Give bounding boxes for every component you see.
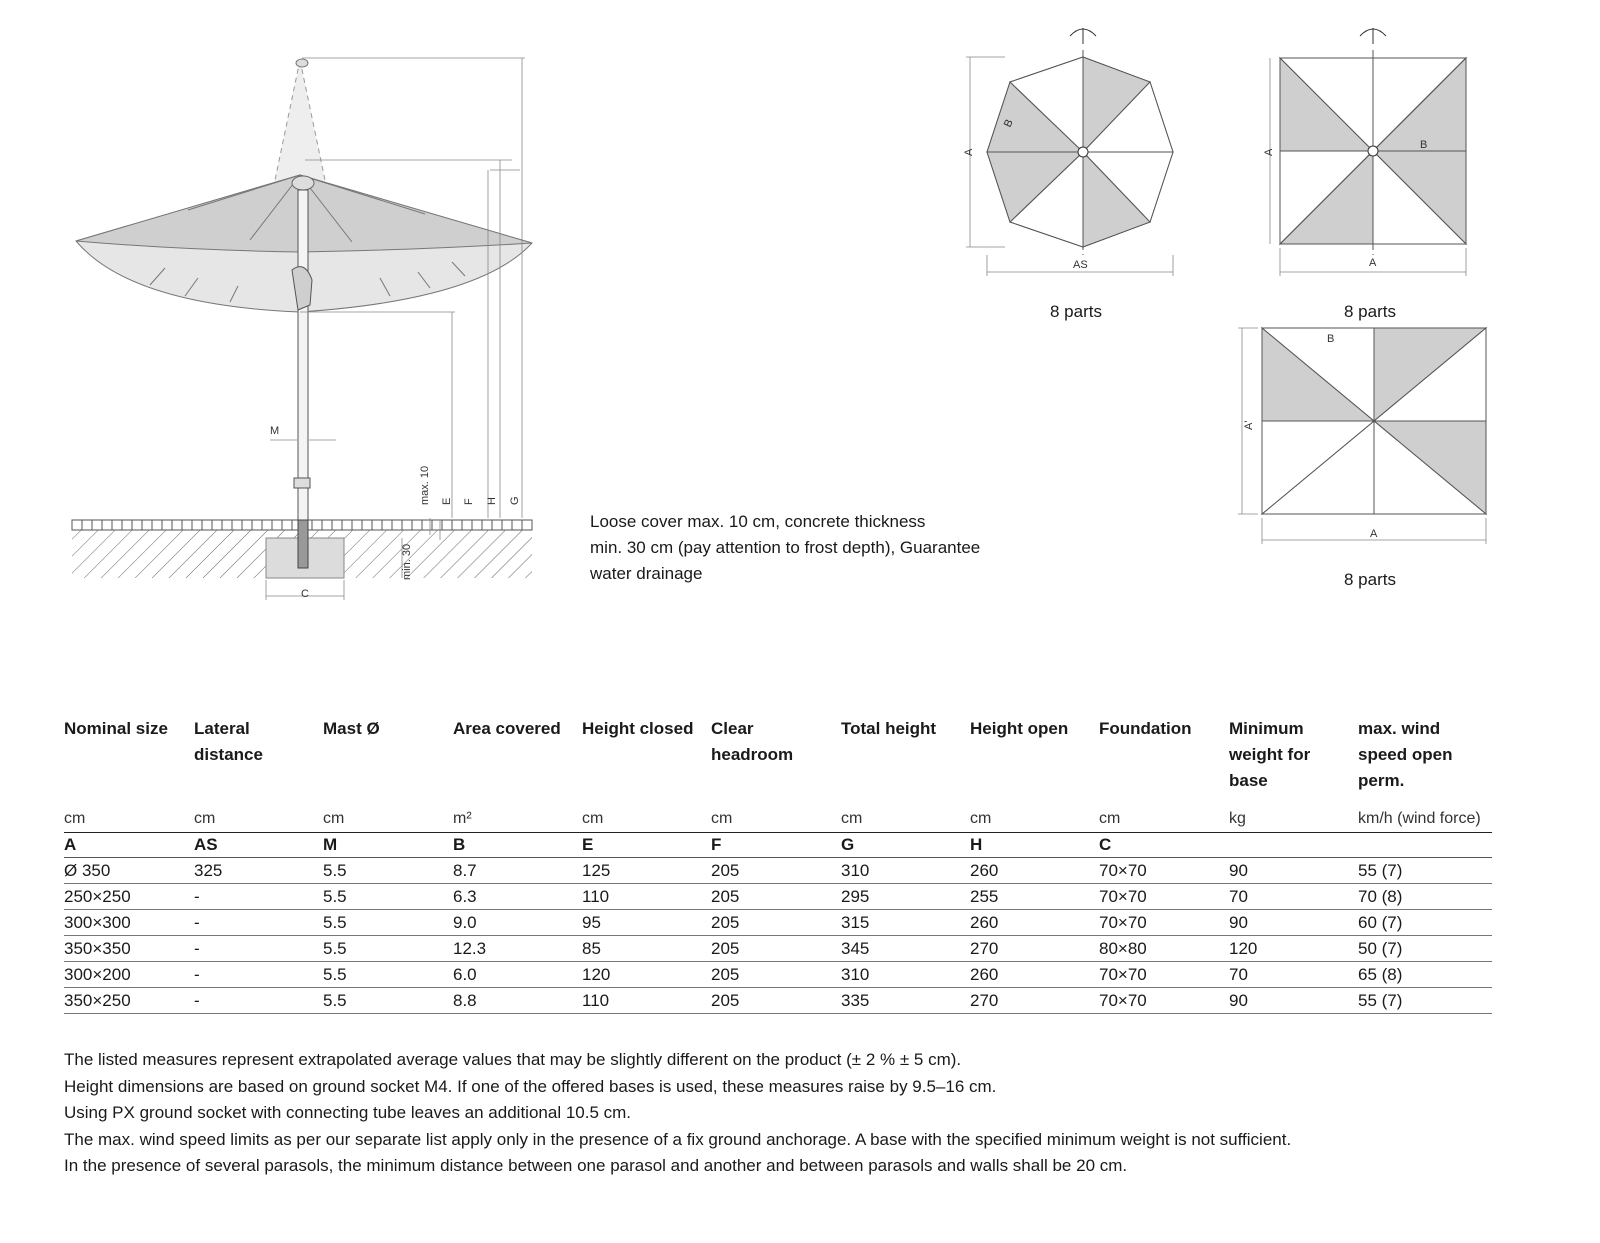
installation-note bbox=[590, 509, 1020, 587]
table-cell: 70×70 bbox=[1099, 861, 1147, 880]
table-cell: 55 (7) bbox=[1358, 861, 1403, 880]
table-cell: 315 bbox=[841, 913, 870, 932]
column-header: Foundation bbox=[1099, 719, 1192, 738]
symbol-cell: AS bbox=[194, 835, 218, 854]
footnote-line: Using PX ground socket with connecting tube leaves an additional 10.5 cm. bbox=[64, 1103, 632, 1122]
octagon-label-a: A bbox=[963, 148, 975, 156]
installation-note-line: water drainage bbox=[590, 564, 703, 583]
dim-label-e: E bbox=[441, 497, 453, 505]
symbol-cell: C bbox=[1099, 835, 1112, 854]
table-cell: 260 bbox=[970, 861, 999, 880]
column-header: Lateral distance bbox=[194, 719, 263, 764]
column-header: Minimum weight for base bbox=[1229, 719, 1311, 790]
column-header: Height open bbox=[970, 719, 1069, 738]
unit-cell: m² bbox=[453, 810, 472, 827]
table-cell: 95 bbox=[582, 913, 601, 932]
table-cell: 9.0 bbox=[453, 913, 477, 932]
table-cell: 12.3 bbox=[453, 939, 487, 958]
table-cell: 80×80 bbox=[1099, 939, 1147, 958]
table-cell: 120 bbox=[582, 965, 611, 984]
footnote-line: In the presence of several parasols, the minimum distance between one parasol and another and between parasols and walls shall be 20 cm. bbox=[64, 1156, 1128, 1175]
table-cell: 5.5 bbox=[323, 991, 347, 1010]
table-cell: 205 bbox=[711, 887, 740, 906]
table-cell: 205 bbox=[711, 913, 740, 932]
symbol-cell: B bbox=[453, 835, 466, 854]
table-cell: 270 bbox=[970, 991, 999, 1010]
table-cell: 70×70 bbox=[1099, 991, 1147, 1010]
table-row bbox=[64, 884, 1492, 910]
table-cell: 350×350 bbox=[64, 939, 131, 958]
table-cell: 70×70 bbox=[1099, 887, 1147, 906]
table-cell: 5.5 bbox=[323, 939, 347, 958]
table-cell: 70 bbox=[1229, 887, 1248, 906]
installation-note-line: Loose cover max. 10 cm, concrete thickness bbox=[590, 512, 926, 531]
table-cell: 8.7 bbox=[453, 861, 477, 880]
table-cell: 300×200 bbox=[64, 965, 131, 984]
table-cell: 50 (7) bbox=[1358, 939, 1403, 958]
column-header: Mast Ø bbox=[323, 719, 380, 738]
table-cell: 335 bbox=[841, 991, 870, 1010]
symbol-cell: G bbox=[841, 835, 855, 854]
table-cell: 205 bbox=[711, 965, 740, 984]
table-cell: 255 bbox=[970, 887, 999, 906]
table-cell: 60 (7) bbox=[1358, 913, 1403, 932]
table-symbols-row bbox=[64, 832, 1492, 858]
table-cell: 70 bbox=[1229, 965, 1248, 984]
table-cell: 270 bbox=[970, 939, 999, 958]
table-cell: 6.3 bbox=[453, 887, 477, 906]
table-cell: 205 bbox=[711, 861, 740, 880]
rectangle-parts-label: 8 parts bbox=[1344, 570, 1396, 589]
unit-cell: cm bbox=[194, 810, 216, 827]
dim-label-h: H bbox=[486, 497, 498, 505]
table-cell: 250×250 bbox=[64, 887, 131, 906]
unit-cell: cm bbox=[841, 810, 863, 827]
footnotes bbox=[64, 1047, 1291, 1180]
footnote-line: The max. wind speed limits as per our separate list apply only in the presence of a fix ground anchorage. A base with the specified minimum weight is not sufficient. bbox=[64, 1129, 1292, 1149]
table-cell: - bbox=[194, 887, 200, 906]
table-row bbox=[64, 858, 1492, 884]
unit-cell: cm bbox=[582, 810, 604, 827]
table-cell: 85 bbox=[582, 939, 601, 958]
table-cell: 310 bbox=[841, 861, 870, 880]
footnote-line: The listed measures represent extrapolated average values that may be slightly different on the product (± 2 % ± 5 cm). bbox=[64, 1050, 962, 1069]
specifications-table bbox=[64, 716, 1492, 1014]
octagon-label-as: AS bbox=[1073, 259, 1088, 271]
unit-cell: cm bbox=[1099, 810, 1121, 827]
square-parts-label: 8 parts bbox=[1344, 302, 1396, 321]
table-body bbox=[64, 858, 1492, 1014]
table-cell: 110 bbox=[582, 887, 610, 906]
rectangle-label-a-width: A bbox=[1370, 528, 1378, 540]
table-row bbox=[64, 910, 1492, 936]
dim-label-f: F bbox=[463, 498, 475, 505]
square-label-b: B bbox=[1420, 139, 1428, 151]
table-cell: 110 bbox=[582, 991, 610, 1010]
unit-cell: cm bbox=[970, 810, 992, 827]
unit-cell: cm bbox=[323, 810, 345, 827]
octagon-label-b: B bbox=[1001, 117, 1016, 130]
table-cell: 90 bbox=[1229, 861, 1248, 880]
table-cell: 70×70 bbox=[1099, 913, 1147, 932]
table-cell: 8.8 bbox=[453, 991, 477, 1010]
rectangle-top-view-drawing bbox=[1236, 322, 1496, 552]
unit-cell: km/h (wind force) bbox=[1358, 810, 1481, 827]
table-cell: Ø 350 bbox=[64, 861, 111, 880]
table-cell: 5.5 bbox=[323, 861, 347, 880]
table-cell: 295 bbox=[841, 887, 870, 906]
table-header-row bbox=[64, 716, 1492, 806]
column-header: Total height bbox=[841, 719, 937, 738]
table-row bbox=[64, 988, 1492, 1014]
table-cell: - bbox=[194, 939, 200, 958]
square-label-a-side: A bbox=[1263, 148, 1275, 156]
table-cell: 5.5 bbox=[323, 887, 347, 906]
table-cell: 125 bbox=[582, 861, 611, 880]
column-header: Clear headroom bbox=[711, 719, 794, 764]
column-header: Height closed bbox=[582, 719, 694, 738]
table-row bbox=[64, 962, 1492, 988]
column-header: Area covered bbox=[453, 719, 561, 738]
dim-label-c: C bbox=[301, 588, 309, 600]
symbol-cell: E bbox=[582, 835, 594, 854]
dim-label-m: M bbox=[270, 425, 280, 437]
square-top-view-drawing bbox=[1256, 22, 1496, 282]
table-cell: 70×70 bbox=[1099, 965, 1147, 984]
table-units-row bbox=[64, 806, 1492, 832]
table-cell: 5.5 bbox=[323, 965, 347, 984]
footnote-line: Height dimensions are based on ground socket M4. If one of the offered bases is used, these measures raise by 9.5–16 cm. bbox=[64, 1076, 997, 1096]
octagon-parts-label: 8 parts bbox=[1050, 302, 1102, 321]
table-row bbox=[64, 936, 1492, 962]
table-cell: 350×250 bbox=[64, 991, 131, 1010]
symbol-cell: F bbox=[711, 835, 722, 854]
table-cell: 310 bbox=[841, 965, 870, 984]
table-cell: 325 bbox=[194, 861, 223, 880]
installation-note-line: min. 30 cm (pay attention to frost depth), Guarantee bbox=[590, 538, 981, 557]
table-cell: 260 bbox=[970, 913, 999, 932]
octagon-top-view-drawing bbox=[950, 22, 1190, 282]
parasol-side-view-drawing bbox=[60, 40, 620, 600]
symbol-cell: H bbox=[970, 835, 983, 854]
table-cell: 345 bbox=[841, 939, 870, 958]
dim-label-max-cover: max. 10 bbox=[419, 465, 431, 505]
table-cell: 90 bbox=[1229, 913, 1248, 932]
dim-label-min-depth: min. 30 bbox=[401, 543, 413, 580]
unit-cell: cm bbox=[64, 810, 86, 827]
dim-label-g: G bbox=[509, 496, 521, 505]
table-cell: 205 bbox=[711, 991, 740, 1010]
unit-cell: cm bbox=[711, 810, 733, 827]
table-cell: 90 bbox=[1229, 991, 1248, 1010]
rectangle-label-b: B bbox=[1327, 333, 1335, 345]
table-cell: 5.5 bbox=[323, 913, 347, 932]
column-header: Nominal size bbox=[64, 719, 168, 738]
table-cell: 260 bbox=[970, 965, 999, 984]
table-cell: 300×300 bbox=[64, 913, 131, 932]
table-cell: 205 bbox=[711, 939, 740, 958]
table-cell: - bbox=[194, 965, 200, 984]
column-header: max. wind speed open perm. bbox=[1358, 719, 1453, 790]
rectangle-label-a-side: A' bbox=[1243, 420, 1255, 430]
table-cell: - bbox=[194, 991, 200, 1010]
table-cell: - bbox=[194, 913, 200, 932]
table-cell: 70 (8) bbox=[1358, 887, 1403, 906]
table-cell: 65 (8) bbox=[1358, 965, 1403, 984]
square-label-a-width: A bbox=[1369, 257, 1377, 269]
unit-cell: kg bbox=[1229, 810, 1246, 827]
symbol-cell: A bbox=[64, 835, 77, 854]
table-cell: 6.0 bbox=[453, 965, 477, 984]
symbol-cell: M bbox=[323, 835, 338, 854]
table-cell: 120 bbox=[1229, 939, 1258, 958]
table-cell: 55 (7) bbox=[1358, 991, 1403, 1010]
